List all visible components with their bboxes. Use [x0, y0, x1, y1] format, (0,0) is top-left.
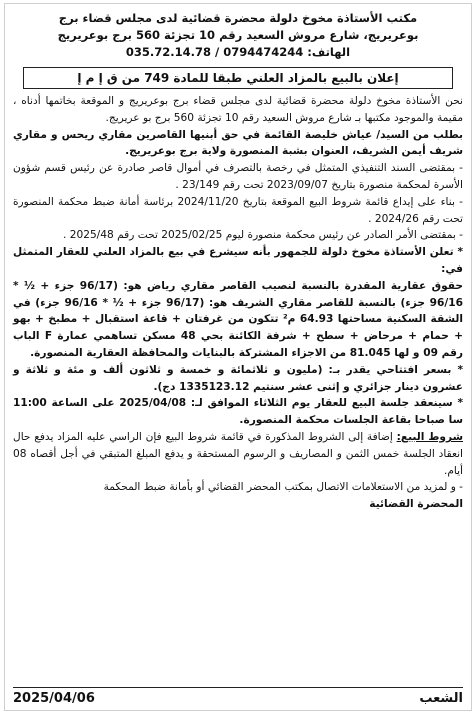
request-paragraph: بطلب من السيد/ عياش خليصة القائمة في حق أبنيها القاصرين مقاري ريحس و مقاري شريف أيمن الشريف، العنوان بشبة المنصورة ولاية برج بوعريريج. — [13, 128, 463, 158]
terms-text: إضافة إلى الشروط المذكورة في قائمة شروط البيع فإن الراسي عليه المزاد يدفع حال انعقاد الجلسة خمس الثمن و المصاريف و الرسوم المستحقة و يدفع المبلغ المتبقي في أجل أقصاه 08 أيام. — [13, 430, 463, 477]
legal-notice — [4, 3, 472, 711]
intro-paragraph: نحن الأستاذة مخوخ دلولة محضرة قضائية لدى مجلس قضاء برج بوعريريج و الموقعة بخاتمها أدناه ، مقيمة والموجود مكتبها بـ شارع مروش السعيد رقم 10 تجزئة 560 برج بو عريريج. — [13, 95, 463, 124]
announcement: * تعلن الأستاذة مخوخ دلولة للجمهور بأنه سيشرع في بيع بالمزاد العلني للعقار المتمثل في: — [13, 246, 463, 275]
terms-title: شروط البيع: — [396, 430, 464, 443]
notice-body — [13, 93, 463, 513]
header-line-2: بوعريريج، شارع مروش السعيد رقم 10 تجزئة 560 برج بوعريريج — [57, 28, 419, 42]
notice-footer — [13, 687, 463, 706]
opening-price: * بسعر افتتاحي يقدر بـ: (مليون و ثلاثمائة و خمسة و ثلاثون ألف و مئة و ثلاثة و عشرون دينار جزائري و إثنى عشر سنتيم 1335123.12 دج). — [13, 363, 463, 393]
phone-numbers: 035.72.14.78 / 0794474244 — [125, 45, 304, 59]
clause-1: - بمقتضى السند التنفيذي المتمثل في رخصة بالتصرف في أموال قاصر صادرة عن رئيس قسم شؤون الأسرة لمحكمة منصورة بتاريخ 2023/09/07 تحت رقم 23/149 . — [13, 162, 463, 191]
notice-title-banner: إعلان بالبيع بالمزاد العلني طبقا للمادة 749 من ق إ م إ — [23, 67, 453, 89]
signature: المحضرة القضائية — [369, 498, 463, 511]
header-line-1: مكتب الأستاذة مخوخ دلولة محضرة قضائية لدى مجلس قضاء برج — [58, 11, 418, 25]
header-phone-line — [13, 44, 463, 61]
terms-paragraph — [13, 429, 463, 479]
clause-2: - بناء على إيداع قائمة شروط البيع الموقعة بتاريخ 2024/11/20 برئاسة أمانة ضبط محكمة المنصورة تحت رقم 2024/26 . — [13, 195, 463, 225]
property-description: حقوق عقارية المقدرة بالنسبة لنصيب القاصر مقاري رياض هو: (96/17 جزء + ½ * 96/16 جزء) بالنسبة للقاصر مقاري الشريف هو: (96/17 جزء + ½ * 96/16 جزء) في الشقة السكنية مساحتها 64.93 م² تتكون من غرفتان + قاعة استقبال + مطبخ + بهو + حمام + مرحاض + سطح + شرفة الكائنة بحي 48 مسكن تساهمي عمارة F الباب رقم 09 و لها 81.045 من الاجزاء المشتركة بالبنايات والمحافظة العقارية المنصورة. — [13, 279, 464, 359]
info-paragraph: - و لمزيد من الاستعلامات الاتصال بمكتب المحضر القضائي أو بأمانة ضبط المحكمة — [103, 481, 463, 494]
newspaper-name: الشعب — [419, 691, 463, 706]
session-details: * سينعقد جلسة البيع للعقار يوم الثلاثاء الموافق لـ: 2025/04/08 على الساعة 11:00 سا صباحا بقاعة الجلسات محكمة المنصورة. — [13, 397, 464, 427]
publication-date: 2025/04/06 — [13, 691, 95, 706]
notice-header — [13, 10, 463, 61]
phone-label: الهاتف: — [307, 45, 351, 59]
clause-3: - بمقتضى الأمر الصادر عن رئيس محكمة منصورة ليوم 2025/02/25 تحت رقم 2025/48 . — [62, 229, 463, 242]
